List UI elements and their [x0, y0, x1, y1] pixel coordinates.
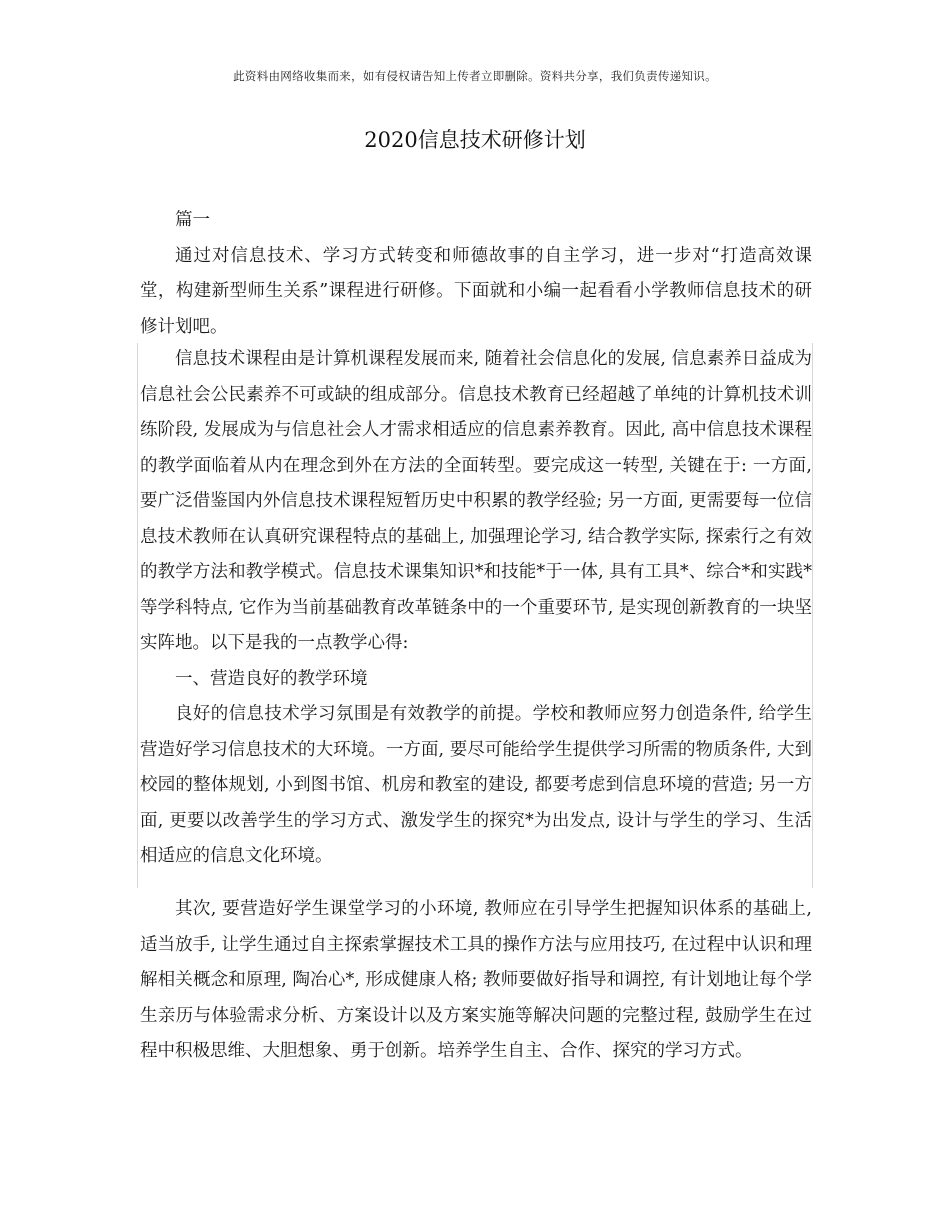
document-title: 2020信息技术研修计划 [364, 128, 586, 152]
intro-paragraph: 通过对信息技术、学习方式转变和师德故事的自主学习，进一步对“打造高效课堂，构建新型师生关系”课程进行研修。下面就和小编一起看看小学教师信息技术的研修计划吧。 [140, 245, 812, 337]
classroom-environment-paragraph: 其次, 要营造好学生课堂学习的小环境, 教师应在引导学生把握知识体系的基础上, 适当放手, 让学生通过自主探索掌握技术工具的操作方法与应用技巧, 在过程中认识和理解相关概念和原理, 陶冶心*, 形成健康人格; 教师要做好指导和调控, 有计划地让每个学生亲历与体验需求分析、方案设计以及方案实施等解决问题的完整过程, 鼓励学生在过程中积极思维、大胆想象、勇于创新。培养学生自主、合作、探究的学习方式。 [140, 899, 812, 1061]
boxed-section [140, 342, 812, 875]
environment-paragraph: 良好的信息技术学习氛围是有效教学的前提。学校和教师应努力创造条件, 给学生营造好学习信息技术的大环境。一方面, 要尽可能给学生提供学习所需的物质条件, 大到校园的整体规划, 小到图书馆、机房和教室的建设, 都要考虑到信息环境的营造; 另一方面, 更要以改善学生的学习方式、激发学生的探究*为出发点, 设计与学生的学习、生活相适应的信息文化环境。 [140, 704, 812, 866]
tail-section [140, 892, 812, 1070]
intro-section [140, 203, 812, 345]
page-header-disclaimer: 此资料由网络收集而来，如有侵权请告知上传者立即删除。资料共分享，我们负责传递知识。 [233, 69, 717, 83]
subheading-environment: 一、营造良好的教学环境 [175, 668, 368, 689]
section-heading-pian-yi: 篇一 [175, 210, 210, 230]
course-overview-paragraph: 信息技术课程由是计算机课程发展而来, 随着社会信息化的发展, 信息素养日益成为信息社会公民素养不可或缺的组成部分。信息技术教育已经超越了单纯的计算机技术训练阶段, 发展成为与信息社会人才需求相适应的信息素养教育。因此, 高中信息技术课程的教学面临着从内在理念到外在方法的全面转型。要完成这一转型, 关键在于: 一方面, 要广泛借鉴国内外信息技术课程短暂历史中积累的教学经验; 另一方面, 更需要每一位信息技术教师在认真研究课程特点的基础上, 加强理论学习, 结合教学实际, 探索行之有效的教学方法和教学模式。信息技术课集知识*和技能*于一体, 具有工具*、综合*和实践*等学科特点, 它作为当前基础教育改革链条中的一个重要环节, 是实现创新教育的一块坚实阵地。以下是我的一点教学心得: [140, 349, 812, 653]
